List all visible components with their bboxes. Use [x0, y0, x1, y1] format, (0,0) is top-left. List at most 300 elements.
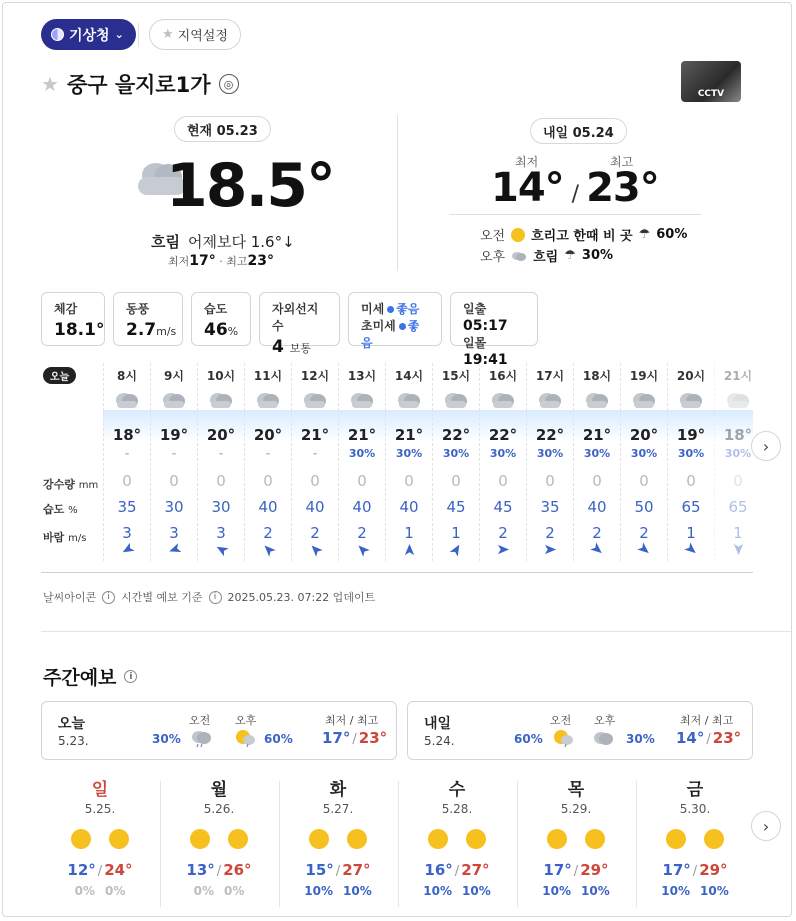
- max-temp: 24°: [104, 861, 133, 879]
- dust-value: 좋음: [396, 302, 420, 316]
- hour-temp: 18°: [723, 426, 753, 444]
- hour-label: 10시: [206, 369, 236, 383]
- wind-card: [113, 292, 183, 346]
- hour-rain: 0: [639, 472, 649, 490]
- hour-wind: 2: [498, 524, 508, 542]
- hour-label: 19시: [629, 369, 659, 383]
- am-pop: 10%: [304, 884, 333, 898]
- hum-label: 습도: [43, 503, 65, 516]
- uv-label: 자외선지수: [272, 302, 319, 333]
- cloudy-icon: [678, 390, 704, 410]
- wind-unit: m/s: [156, 325, 177, 338]
- weekday-column: 금 5.30. 17° / 29° 10% 10%: [636, 775, 754, 903]
- cloudy-icon: [584, 390, 610, 410]
- min-temp: 12°: [67, 861, 96, 879]
- uv-level: 보통: [289, 342, 312, 355]
- am-pop: 30%: [152, 732, 181, 746]
- weekday-date: 5.30.: [679, 802, 711, 816]
- weather-widget: [2, 2, 792, 917]
- sunny-icon: [347, 829, 367, 849]
- hour-pop: 30%: [348, 447, 376, 460]
- location-header: [41, 69, 239, 99]
- weekday-date: 5.28.: [441, 802, 473, 816]
- hour-wind: 2: [592, 524, 602, 542]
- chevron-down-icon: ⌄: [114, 28, 124, 41]
- feels-like-card: [41, 292, 105, 346]
- hour-pop: 30%: [536, 447, 564, 460]
- hour-temp: 21°: [394, 426, 424, 444]
- hour-wind: 1: [404, 524, 414, 542]
- pm-label: 오후: [480, 250, 506, 265]
- hour-column: [526, 363, 573, 561]
- hour-label: 8시: [117, 369, 137, 383]
- am-pop: 60%: [656, 227, 688, 242]
- today-tag: 오늘: [43, 367, 76, 384]
- hour-label: 17시: [535, 369, 565, 383]
- status-dot-icon: [387, 306, 394, 313]
- hour-humidity: 40: [258, 498, 278, 516]
- hour-humidity: 45: [446, 498, 466, 516]
- weekly-today-card: 오늘 5.23. 오전 오후 30% 60% 최저 / 최고 17° / 23°: [41, 701, 397, 760]
- sunset-value: 19:41: [463, 352, 508, 368]
- sunny-icon: [190, 829, 210, 849]
- max-temp: 23°: [358, 729, 388, 747]
- sunny-icon: [704, 829, 724, 849]
- min-temp: 16°: [424, 861, 453, 879]
- hour-humidity: 65: [681, 498, 701, 516]
- sunny-icon: [428, 829, 448, 849]
- hour-wind: 2: [639, 524, 649, 542]
- hour-temp: 22°: [535, 426, 565, 444]
- min-temp: 17°: [543, 861, 572, 879]
- cctv-thumbnail[interactable]: [681, 61, 741, 102]
- feels-label: 체감: [54, 302, 78, 316]
- sunset-label: 일몰: [463, 336, 487, 350]
- umbrella-icon: ☂: [638, 227, 651, 242]
- hour-pop: 30%: [442, 447, 470, 460]
- am-pop: 60%: [514, 732, 543, 746]
- hour-temp: 19°: [676, 426, 706, 444]
- hour-temp: 18°: [112, 426, 142, 444]
- weekday-date: 5.27.: [322, 802, 354, 816]
- date-label: 5.23.: [58, 734, 89, 748]
- updated-time: 2025.05.23. 07:22 업데이트: [227, 591, 376, 604]
- pm-pop: 0%: [105, 884, 126, 898]
- hour-pop: 30%: [395, 447, 423, 460]
- hour-temp: 21°: [347, 426, 377, 444]
- cloudy-icon: [161, 390, 187, 410]
- hour-column: [667, 363, 714, 561]
- hour-label: 11시: [253, 369, 283, 383]
- hour-rain: 0: [451, 472, 461, 490]
- wind-direction-arrow-icon: [306, 540, 324, 558]
- hour-humidity: 40: [399, 498, 419, 516]
- wind-direction-arrow-icon: [353, 540, 371, 558]
- am-label: 오전: [550, 714, 572, 727]
- cloudy-icon: [114, 390, 140, 410]
- min-value: 17°: [189, 253, 216, 269]
- weather-icon-legend-link[interactable]: 날씨아이콘: [43, 591, 97, 604]
- tomorrow-date-pill: 내일 05.24: [530, 118, 627, 144]
- hour-temp: 21°: [582, 426, 612, 444]
- wind-direction-arrow-icon: [544, 543, 557, 556]
- dust-label: 미세: [361, 302, 385, 316]
- pm-condition: 흐림: [533, 250, 559, 265]
- hour-humidity: 45: [493, 498, 513, 516]
- hour-rain: 0: [545, 472, 555, 490]
- current-temperature: 18.5°: [166, 151, 335, 221]
- uv-card: [259, 292, 340, 357]
- hour-column: [103, 363, 150, 561]
- tomorrow-am-row: [480, 225, 687, 244]
- divider: [160, 781, 161, 907]
- max-temp: 23°: [712, 729, 742, 747]
- weekly-title-text: 주간예보: [43, 667, 117, 689]
- hour-column: [573, 363, 620, 561]
- max-temp: 29°: [699, 861, 728, 879]
- pm-pop: 10%: [700, 884, 729, 898]
- sunrise-value: 05:17: [463, 318, 508, 334]
- divider: [397, 115, 398, 271]
- pm-pop: 10%: [581, 884, 610, 898]
- min-label: 최저: [515, 155, 539, 169]
- weekday-column: 수 5.28. 16° / 27° 10% 10%: [398, 775, 516, 903]
- hour-pop: -: [312, 447, 318, 460]
- feels-value: 18.1°: [54, 320, 105, 340]
- hour-wind: 2: [545, 524, 555, 542]
- hour-wind: 3: [122, 524, 132, 542]
- cloudy-icon: [349, 390, 375, 410]
- tomorrow-min: 14°: [491, 165, 564, 211]
- partly-cloudy-rain-icon: [511, 228, 525, 242]
- wind-direction-arrow-icon: [448, 541, 466, 559]
- pm-pop: 0%: [224, 884, 245, 898]
- weekday-column: 일 5.25. 12° / 24° 0% 0%: [41, 775, 159, 903]
- pm-label: 오후: [594, 714, 616, 727]
- partly-cloudy-rain-icon: [552, 728, 574, 748]
- hour-label: 15시: [441, 369, 471, 383]
- wind-direction-arrow-icon: [635, 540, 653, 558]
- hour-humidity: 40: [352, 498, 372, 516]
- weekday-label: 목: [567, 780, 585, 800]
- hour-label: 18시: [582, 369, 612, 383]
- pm-pop: 10%: [343, 884, 372, 898]
- hour-column: [385, 363, 432, 561]
- hourly-forecast[interactable]: [103, 363, 753, 561]
- hour-humidity: 65: [728, 498, 748, 516]
- day-label: 오늘: [58, 716, 86, 732]
- wind-value: 2.7: [126, 320, 157, 340]
- separator: /: [571, 182, 579, 207]
- weekday-date: 5.29.: [560, 802, 592, 816]
- humidity-value: 46: [204, 320, 228, 340]
- cloudy-rain-icon: [190, 728, 212, 748]
- hour-temp: 22°: [441, 426, 471, 444]
- pm-pop: 30%: [626, 732, 655, 746]
- am-pop: 0%: [193, 884, 214, 898]
- am-condition: 흐리고 한때 비 곳: [531, 229, 633, 244]
- am-pop: 10%: [423, 884, 452, 898]
- wind-row-label: [43, 529, 86, 545]
- weekday-label: 일: [91, 780, 109, 800]
- hour-temp: 22°: [488, 426, 518, 444]
- humidity-label: 습도: [204, 302, 228, 316]
- hour-rain: 0: [686, 472, 696, 490]
- hour-wind: 2: [310, 524, 320, 542]
- weekly-next-button[interactable]: ›: [751, 811, 781, 841]
- hour-wind: 2: [357, 524, 367, 542]
- info-icon[interactable]: i: [124, 670, 137, 683]
- fine-dust-label: 초미세: [361, 319, 396, 333]
- date-label: 5.24.: [424, 734, 455, 748]
- cloudy-icon: [396, 390, 422, 410]
- hour-temp: 20°: [253, 426, 283, 444]
- hour-column: [150, 363, 197, 561]
- compare-yesterday: 어제보다 1.6°↓: [187, 233, 295, 251]
- humidity-card: [191, 292, 251, 346]
- hour-rain: 0: [592, 472, 602, 490]
- hour-label: 21시: [723, 369, 753, 383]
- cloudy-icon: [490, 390, 516, 410]
- region-settings-label: 지역설정: [177, 29, 228, 44]
- hum-unit: %: [68, 505, 78, 516]
- weekday-label: 월: [210, 780, 228, 800]
- min-temp: 14°: [676, 729, 705, 747]
- rain-unit: mm: [78, 480, 99, 491]
- hour-wind: 1: [451, 524, 461, 542]
- max-temp: 26°: [223, 861, 252, 879]
- weekday-column: 월 5.26. 13° / 26° 0% 0%: [160, 775, 278, 903]
- hour-pop: 30%: [583, 447, 611, 460]
- cloudy-icon: [592, 728, 614, 748]
- weekday-date: 5.26.: [203, 802, 235, 816]
- max-temp: 27°: [461, 861, 490, 879]
- hour-column: [620, 363, 667, 561]
- tomorrow-pm-row: [480, 246, 613, 265]
- hour-label: 13시: [347, 369, 377, 383]
- hour-pop: -: [265, 447, 271, 460]
- weekday-column: 목 5.29. 17° / 29° 10% 10%: [517, 775, 635, 903]
- cloudy-icon: [537, 390, 563, 410]
- sunny-icon: [547, 829, 567, 849]
- hour-column: [479, 363, 526, 561]
- cloudy-icon: [725, 390, 751, 410]
- pm-pop: 30%: [581, 248, 614, 263]
- hour-column: [338, 363, 385, 561]
- sunny-icon: [309, 829, 329, 849]
- max-label: 최고: [226, 255, 248, 268]
- hour-column: [244, 363, 291, 561]
- day-label: 내일: [424, 716, 452, 732]
- sunny-icon: [666, 829, 686, 849]
- hour-rain: 0: [169, 472, 179, 490]
- region-settings-button[interactable]: [149, 19, 241, 50]
- am-label: 오전: [189, 714, 211, 727]
- rain-label: 강수량: [43, 478, 75, 491]
- dust-card: [348, 292, 442, 350]
- fine-dust-value: 좋음: [361, 319, 420, 350]
- divider: [398, 781, 399, 907]
- am-pop: 10%: [542, 884, 571, 898]
- section-divider: [41, 631, 792, 632]
- forecast-basis-link[interactable]: 시간별 예보 기준: [121, 591, 203, 604]
- sun-card: [450, 292, 538, 368]
- kma-logo-icon: [51, 28, 64, 41]
- location-name: 중구 을지로1가: [66, 73, 211, 97]
- wind-direction-arrow-icon: [119, 541, 137, 559]
- hour-label: 16시: [488, 369, 518, 383]
- star-icon: ★: [162, 27, 174, 42]
- info-icon[interactable]: i: [102, 591, 115, 604]
- hour-wind: 3: [216, 524, 226, 542]
- source-dropdown[interactable]: [41, 19, 136, 50]
- hour-wind: 2: [263, 524, 273, 542]
- partly-cloudy-rain-icon: [234, 728, 256, 748]
- hour-rain: 0: [263, 472, 273, 490]
- humidity-unit: %: [227, 325, 239, 338]
- am-pop: 0%: [74, 884, 95, 898]
- weekday-label: 금: [686, 780, 704, 800]
- wind-direction-arrow-icon: [682, 540, 700, 558]
- hour-humidity: 40: [305, 498, 325, 516]
- wind-direction-arrow-icon: [213, 541, 231, 559]
- hour-rain: 0: [122, 472, 132, 490]
- sunny-icon: [585, 829, 605, 849]
- hour-label: 14시: [394, 369, 424, 383]
- hour-temp: 19°: [159, 426, 189, 444]
- wind-unit: m/s: [68, 533, 87, 544]
- max-label: 최고: [610, 155, 634, 169]
- divider: [279, 781, 280, 907]
- current-date-pill: 현재 05.23: [174, 116, 271, 142]
- hour-pop: -: [218, 447, 224, 460]
- wind-direction-arrow-icon: [403, 543, 416, 556]
- max-value: 23°: [247, 253, 274, 269]
- cloudy-icon: [511, 250, 527, 262]
- footnote: [43, 589, 375, 605]
- hour-rain: 0: [498, 472, 508, 490]
- hour-temp: 21°: [300, 426, 330, 444]
- hour-humidity: 50: [634, 498, 654, 516]
- hour-rain: 0: [733, 472, 743, 490]
- hour-pop: 30%: [724, 447, 752, 460]
- hour-wind: 1: [733, 524, 743, 542]
- min-temp: 17°: [662, 861, 691, 879]
- hour-wind: 1: [686, 524, 696, 542]
- uv-value: 4: [272, 337, 284, 357]
- weekday-column: 화 5.27. 15° / 27° 10% 10%: [279, 775, 397, 903]
- pm-label: 오후: [235, 714, 257, 727]
- divider: [517, 781, 518, 907]
- hour-column: [714, 363, 761, 561]
- hour-pop: 30%: [677, 447, 705, 460]
- gps-locate-icon[interactable]: ◎: [219, 74, 239, 94]
- am-pop: 10%: [661, 884, 690, 898]
- tomorrow-temps: [491, 165, 659, 211]
- min-temp: 13°: [186, 861, 215, 879]
- hour-pop: -: [124, 447, 130, 460]
- pm-pop: 10%: [462, 884, 491, 898]
- hour-label: 20시: [676, 369, 706, 383]
- hour-humidity: 35: [540, 498, 560, 516]
- hour-temp: 20°: [206, 426, 236, 444]
- cloudy-icon: [443, 390, 469, 410]
- weekday-date: 5.25.: [84, 802, 116, 816]
- hour-humidity: 35: [117, 498, 137, 516]
- minmax-label: 최저 / 최고: [680, 714, 734, 727]
- wind-label: 동풍: [126, 302, 150, 316]
- humidity-row-label: [43, 501, 78, 517]
- pm-pop: 60%: [264, 732, 293, 746]
- hour-rain: 0: [310, 472, 320, 490]
- tomorrow-max: 23°: [586, 165, 659, 211]
- hourly-next-button[interactable]: ›: [751, 431, 781, 461]
- cloudy-icon: [631, 390, 657, 410]
- sunny-icon: [109, 829, 129, 849]
- hour-column: [291, 363, 338, 561]
- min-temp: 17°: [322, 729, 351, 747]
- cloudy-icon: [255, 390, 281, 410]
- max-temp: 27°: [342, 861, 371, 879]
- condition-text: 흐림: [151, 233, 180, 251]
- wind-direction-arrow-icon: [497, 543, 510, 556]
- hour-rain: 0: [404, 472, 414, 490]
- cloudy-icon: [208, 390, 234, 410]
- weekly-tomorrow-card: 내일 5.24. 오전 오후 60% 30% 최저 / 최고 14° / 23°: [407, 701, 753, 760]
- divider: [41, 572, 753, 573]
- source-label: 기상청: [69, 27, 110, 44]
- hour-pop: 30%: [489, 447, 517, 460]
- status-dot-icon: [399, 323, 406, 330]
- min-temp: 15°: [305, 861, 334, 879]
- divider: [636, 781, 637, 907]
- weekday-label: 화: [329, 780, 347, 800]
- sunny-icon: [466, 829, 486, 849]
- hour-label: 9시: [164, 369, 184, 383]
- weekday-label: 수: [448, 780, 466, 800]
- current-min-max: 최저17° · 최고23°: [168, 253, 274, 269]
- wind-direction-arrow-icon: [732, 543, 745, 556]
- hour-humidity: 30: [164, 498, 184, 516]
- current-condition: [151, 231, 295, 252]
- cctv-label: CCTV: [697, 89, 725, 99]
- hour-rain: 0: [357, 472, 367, 490]
- hour-pop: -: [171, 447, 177, 460]
- weekly-title: [43, 663, 137, 690]
- wind-direction-arrow-icon: [166, 541, 183, 558]
- minmax-label: 최저 / 최고: [325, 714, 379, 727]
- rain-row-label: [43, 476, 98, 492]
- hour-column: [197, 363, 244, 561]
- sunny-icon: [71, 829, 91, 849]
- max-temp: 29°: [580, 861, 609, 879]
- umbrella-icon: ☂: [564, 248, 576, 263]
- min-label: 최저: [168, 255, 190, 268]
- hour-rain: 0: [216, 472, 226, 490]
- favorite-star-icon[interactable]: ★: [41, 72, 59, 96]
- info-icon[interactable]: i: [209, 591, 222, 604]
- divider: [138, 23, 139, 47]
- sunny-icon: [228, 829, 248, 849]
- cloudy-icon: [302, 390, 328, 410]
- wind-direction-arrow-icon: [259, 540, 277, 558]
- sunrise-label: 일출: [463, 302, 487, 316]
- divider: [449, 214, 701, 215]
- hour-pop: 30%: [630, 447, 658, 460]
- wind-direction-arrow-icon: [588, 540, 606, 558]
- hour-temp: 20°: [629, 426, 659, 444]
- hour-wind: 3: [169, 524, 179, 542]
